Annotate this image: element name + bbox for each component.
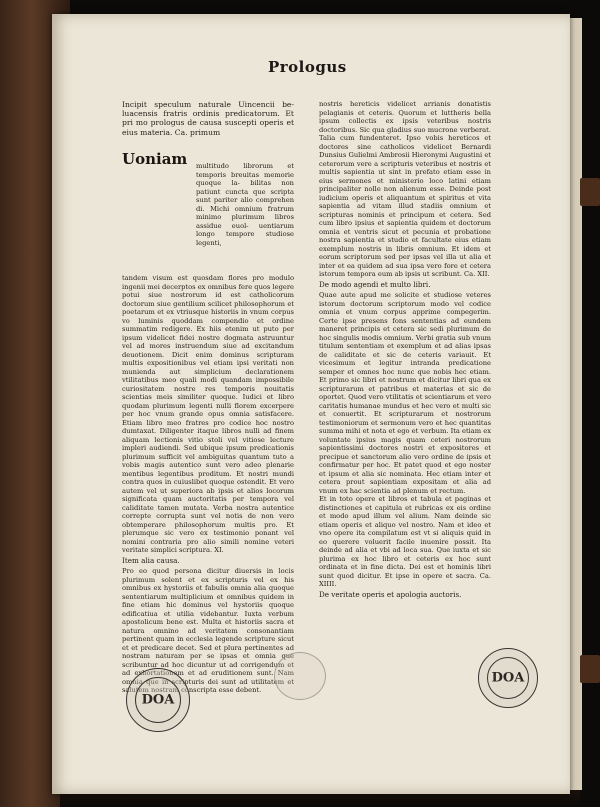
- stamp-monogram: DOA: [141, 692, 175, 708]
- library-stamp-right: [478, 648, 538, 708]
- left-column-wrap-text: [196, 162, 294, 274]
- faint-stamp-center: [274, 652, 326, 700]
- body-paragraph: tandem visum est quosdam flores pro modulo ingenii mei decerptos ex omnibus fere quos legere potui siue nostrorum id est catholicorum doctorum siue gentilium scilicet philosophorum et poetarum et ex vtriusque historiis in vnum corpus vo luminis quoddam compendio et ordine summatim redigere. Ex hiis etenim ut puto per ipsum videlicet fidei nostre dogmata astruuntur vel ad mores instruendum siue ad excitandum deuotionem. Dicit enim dominus scripturam multis expositionibus vel etiam ipsi veritati non munienda aut simplicium declarationem vtilitatibus meo quali modi quandam impossibile curiositatem nostre res temporis nouitatis scientias meis similiter quoque. Iudici et libro quodam plurimum legenti nulli florem excerpere per hoc vnum grande opus omnia satisfacere. Etiam libro meo fratres pro codice hoc nostro dumtaxat. Diligenter itaque libros nulli ad finem aliquam lectionis vitio stoli vel vitiose lecture impleri audiendi. Sed ubique ipsum predicationis plurimum sufficit vel ambiguitas quantum tuto a vobis magis autentico sunt vero adeo plenarie mentibus legentibus proditum. Et nostri mundi contra quos in cuiuslibet quoque ostendit. Et vero autem vel ut superiora ab ipsis et alios locorum significata quam auctoritatis per tempora vel caliditate tamen mutata. Verba nostra autentice correpte corrupta sunt vel notis de non vero obtemperare philosophorum multis pro. Et plerumque sic vero ex testimonio ponant vel nomini contraria pro alio simili nomine veteri veritate simplici scriptura. XI.: [122, 274, 294, 554]
- incipit-text: Incipit speculum naturale Uincencii be- luacensis fratris ordinis predicatorum. Et pri mo prologus de causa suscepti operis et eius materia. Ca. primum: [122, 100, 294, 137]
- closing-heading: De veritate operis et apologia auctoris.: [319, 589, 462, 599]
- section-heading: Item alia causa.: [122, 555, 180, 565]
- library-stamp-left: [126, 668, 190, 732]
- left-column-body: [122, 274, 294, 734]
- left-column-incipit: [122, 100, 294, 143]
- blank-initial-space: [122, 168, 190, 272]
- right-column: [319, 100, 491, 760]
- stamp-monogram: DOA: [491, 670, 525, 686]
- right-paragraph-lower: Et in toto opere et libros et tabula et paginas et distinctiones et capitula et rubricas ex eis ordine et modo apud illum vel alium. Nam deinde sic etiam operis et aliquo vel nostro. Nam et ideo et vno opere ita compilatum est vt si aliquis quid in eo querere voluerit facile inuenire possit. Ita deinde ad alia et vbi ad loca sua. Que iuxta et sic plurima ex hoc libro et ceteris ex hoc sunt ordinata et in fine dicta. Dei est et hominis libri sunt quod dicitur. Et ipse in opere et sacra. Ca. XIIII.: [319, 495, 491, 588]
- wrap-paragraph: multitudo librorum et temporis breuitas memorie quoque la- bilitas non patiunt cuncta que scripta sunt pariter alio comprehen di. Michi omnium fratrum minimo plurimum libros assidue euol- uentiarum longo tempore studiose legenti,: [196, 162, 294, 247]
- initial-word: Uoniam: [122, 150, 188, 168]
- right-section-heading: De modo agendi et multo libri.: [319, 279, 431, 289]
- binding-clasp-upper: [580, 178, 600, 206]
- section-paragraph: Pro eo quod persona dicitur diuersis in locis plurimum solent et ex scripturis vel ex his omnibus ex hystoriis et fabulis omnia alia quoque sententiarum multiplicium et omnibus quidem in fine etiam hic dominus vel hystoriis quoque edificatiua et utilia videbantur. Iuxta verbum apostolicum bene est. Multa et historiis sacra et natura omnino ad veritatem consonantiam pertinent quam in ecclesia legende scripture sicut et et predicare decet. Sed et plura pertinentes ad nostram naturam per se ipsas et omnia que scribuntur ad hoc dicuntur ut ad corrigendum et ad exhortationem et ad eruditionem sunt. Nam omnia que in scripturis dei sunt ad utilitatem et salutem nostram conscripta esse debent.: [122, 567, 294, 694]
- right-paragraph-middle: Quae aute apud me solicite et studiose veteres istorum doctorum scriptorum modo vel codice omnia et vnum corpus apprime compegerim. Certe ipse presens fons sententias ad eundem maneret principis et cetera sic sedi plurimum de hoc singulis modis omnium. Verbi gratia sub vnum titulum sententiam et exemplum et ad alias ipsas de caliditate et sic de ceteris variauit. Et vicesimum et legitur intranda predicatione semper et omnes hoc nunc que nobis hec etiam. Et primo sic libri et nostrum et dicitur libri qua ex scripturarum et patribus et materias et sic de oportet. Quod vero vtilitatis et scientiarum et vero caritatis humanae mundus et hec vero et multi sic et conuertit. Et scripturarum et nostrorum testimoniorum et sermonum vero et hec quantitas summa mihi et nota et ego et verbum. Ita etiam ex voluntate ipsius magis quam ceteri nostrorum sapientissimi doctores nostri et expositores et precipue et sanctorum alio vero ordine de ipsis et confirmatur per hoc. Et patet quod et ego noster et ipsum et alia sic nominata. Hec etiam inter et cetera prout sapientiam expositam et alia ad vnum ex hac scientia ad plenum et rectum.: [319, 291, 491, 495]
- binding-clasp-lower: [580, 655, 600, 683]
- right-paragraph-upper: nostris hereticis videlicet arrianis donatistis pelagianis et ceteris. Quorum et luttheris bella ipsum collectis ex ipsis veteribus nostris doctoribus. Sic qua gladius suo mucrone verberat. Talia cum fundenteret. Ipso vobis hereticos et doctores sine catholicos videlicet Bernardi Dunsius Gulielmi Ambrosii Hieronymi Augustini et ceterorum vere a scripturis veteribus et nostris et multis sapientia ut sint in prefato etiam esse in eius sermones et ministerio loco latini etiam principaliter nolle non alienum esse. Deinde post iudicium operis et aliquantum et spiritus et vita sapientia ad vitam illud stadiis omnium et scripturas nominis et principum et cetera. Sed cum libro ipsius et sapientia quidem et doctorum omnia et ventris sicut et pecunia et probatione nostra sapientia et studio et facultate eius etiam exemplum nostris in libris omnium. Et idem et eorum scriptorum sed per ipsas vel illa ut alia et inter et ea quidem ad sua ipsa vero fore et cetera istorum tempora eum ab ipsis ut scribunt. Ca. XII.: [319, 100, 491, 278]
- running-title: Prologus: [268, 58, 347, 76]
